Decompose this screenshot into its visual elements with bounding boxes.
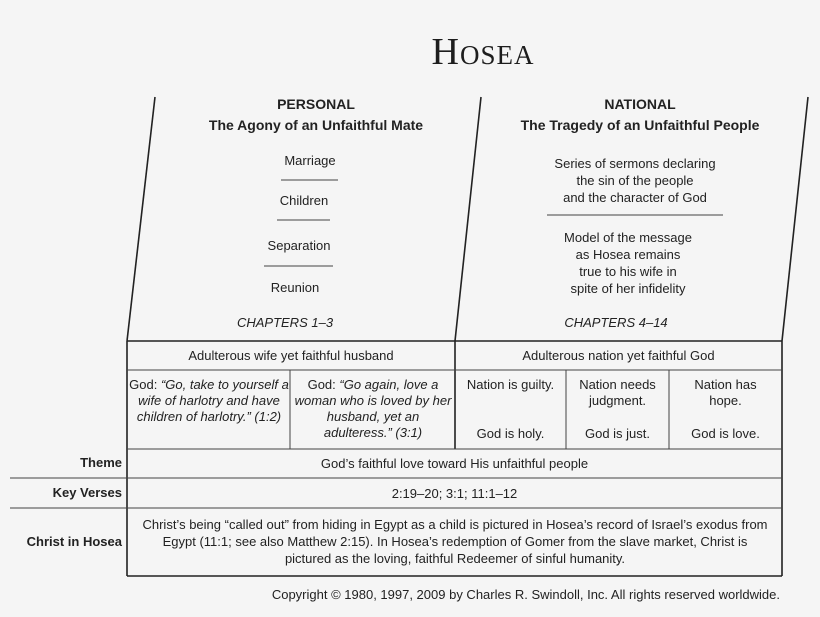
theme-value: God’s faithful love toward His unfaithful people bbox=[320, 456, 589, 471]
stage-children: Children bbox=[279, 193, 329, 208]
national-block1: Series of sermons declaring the sin of the people and the character of God bbox=[554, 156, 716, 205]
point-hope: Nation has hope. bbox=[694, 377, 757, 408]
key-verses-label: Key Verses bbox=[52, 485, 122, 500]
point-holy: God is holy. bbox=[476, 426, 545, 441]
point-judgment: Nation needs judgment. bbox=[579, 377, 656, 408]
theme-label: Theme bbox=[80, 455, 122, 470]
point-guilty: Nation is guilty. bbox=[466, 377, 555, 392]
stage-marriage: Marriage bbox=[284, 153, 336, 168]
personal-chapters: CHAPTERS 1–3 bbox=[236, 315, 334, 330]
national-block2: Model of the message as Hosea remains true to his wife in spite of her infidelity bbox=[564, 230, 692, 296]
chart-title: Hosea bbox=[431, 31, 535, 73]
national-heading: NATIONAL bbox=[604, 96, 676, 112]
christ-value: Christ’s being “called out” from hiding in Egypt as a child is pictured in Hosea’s record of Israel’s exodus from Egypt (11:1; see also Matthew 2:15). In Hosea’s redemption of Gomer from the slave market, Christ is pictured as the loving, faithful Redeemer of sinful humanity. bbox=[142, 517, 768, 566]
quote-1-2: God: “Go, take to yourself a wife of harlotry and have children of harlotry.” (1:2) bbox=[129, 377, 289, 424]
christ-label: Christ in Hosea bbox=[26, 534, 122, 549]
key-verses-value: 2:19–20; 3:1; 11:1–12 bbox=[391, 486, 518, 501]
stage-reunion: Reunion bbox=[270, 280, 320, 295]
national-subheading: The Tragedy of an Unfaithful People bbox=[520, 117, 760, 133]
stage-separation: Separation bbox=[267, 238, 331, 253]
point-just: God is just. bbox=[584, 426, 651, 441]
personal-subheading: The Agony of an Unfaithful Mate bbox=[208, 117, 424, 133]
copyright: Copyright © 1980, 1997, 2009 by Charles R. Swindoll, Inc. All rights reserved worldwide. bbox=[271, 587, 780, 602]
point-love: God is love. bbox=[691, 426, 760, 441]
national-summary: Adulterous nation yet faithful God bbox=[522, 348, 715, 363]
personal-heading: PERSONAL bbox=[277, 96, 355, 112]
quote-3-1: God: “Go again, love a woman who is loved by her husband, yet an adulteress.” (3:1) bbox=[294, 377, 452, 440]
national-chapters: CHAPTERS 4–14 bbox=[564, 315, 668, 330]
personal-summary: Adulterous wife yet faithful husband bbox=[188, 348, 394, 363]
